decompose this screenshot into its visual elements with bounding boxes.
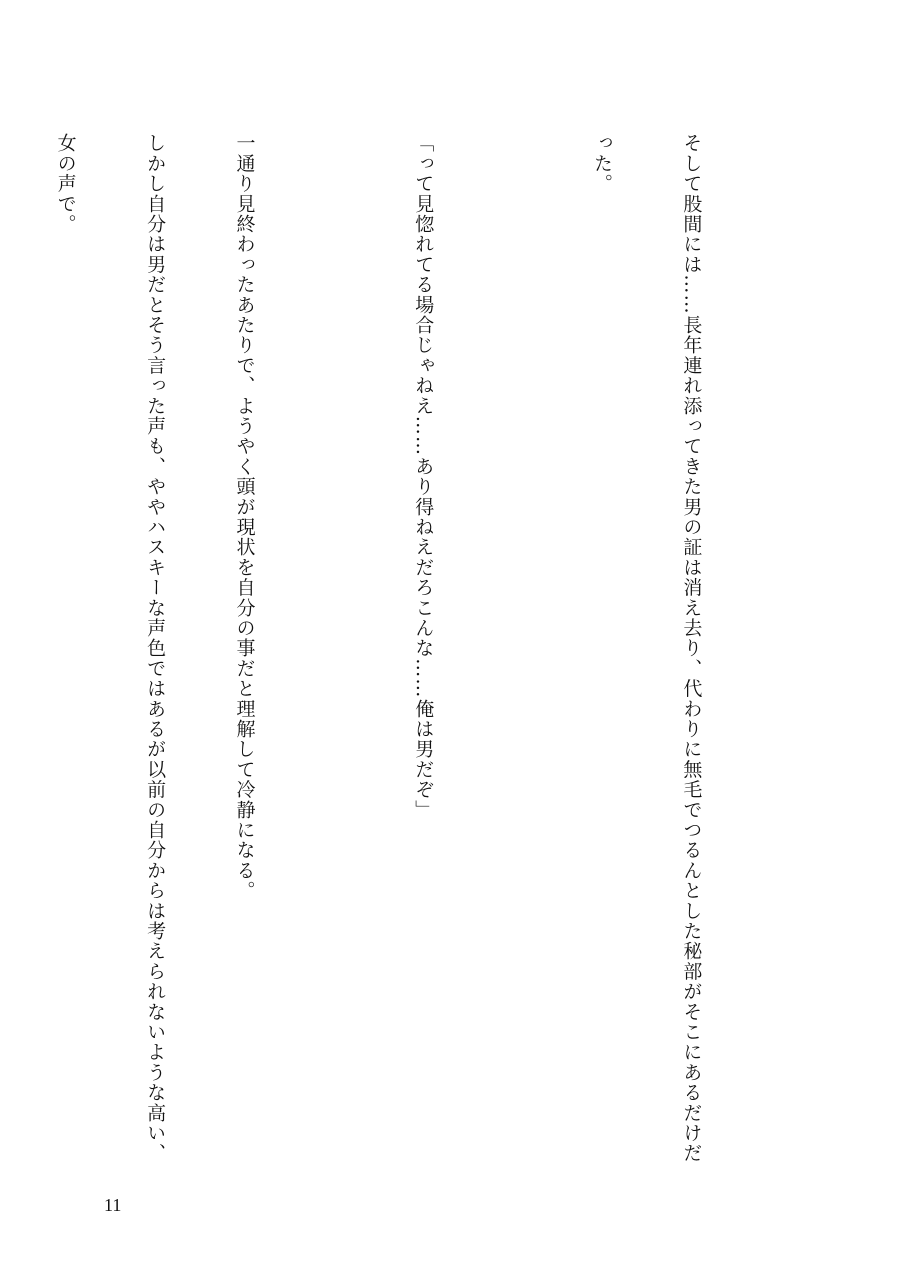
- text-line-5: しかし自分は男だとそう言った声も、ややハスキーな声色ではあるが以前の自分からは考えられないような高い、: [144, 133, 167, 1164]
- text-line-4: 一通り見終わったあたりで、ようやく頭が現状を自分の事だと理解して冷静になる。: [233, 133, 256, 901]
- text-line-6: 女の声で。: [54, 133, 77, 234]
- page-number: 11: [104, 1195, 122, 1215]
- text-line-3: 「って見惚れてる場合じゃねえ……あり得ねえだろこんな……俺は男だぞ」: [412, 133, 435, 820]
- text-line-1: そして股間には……長年連れ添ってきた男の証は消え去り、代わりに無毛でつるんとした秘部がそこにあるだけだ: [680, 133, 703, 1164]
- blank-line: [497, 133, 527, 1133]
- text-line-2: った。: [591, 133, 614, 194]
- vertical-text-body: [0, 133, 765, 1164]
- blank-line: [318, 133, 348, 1133]
